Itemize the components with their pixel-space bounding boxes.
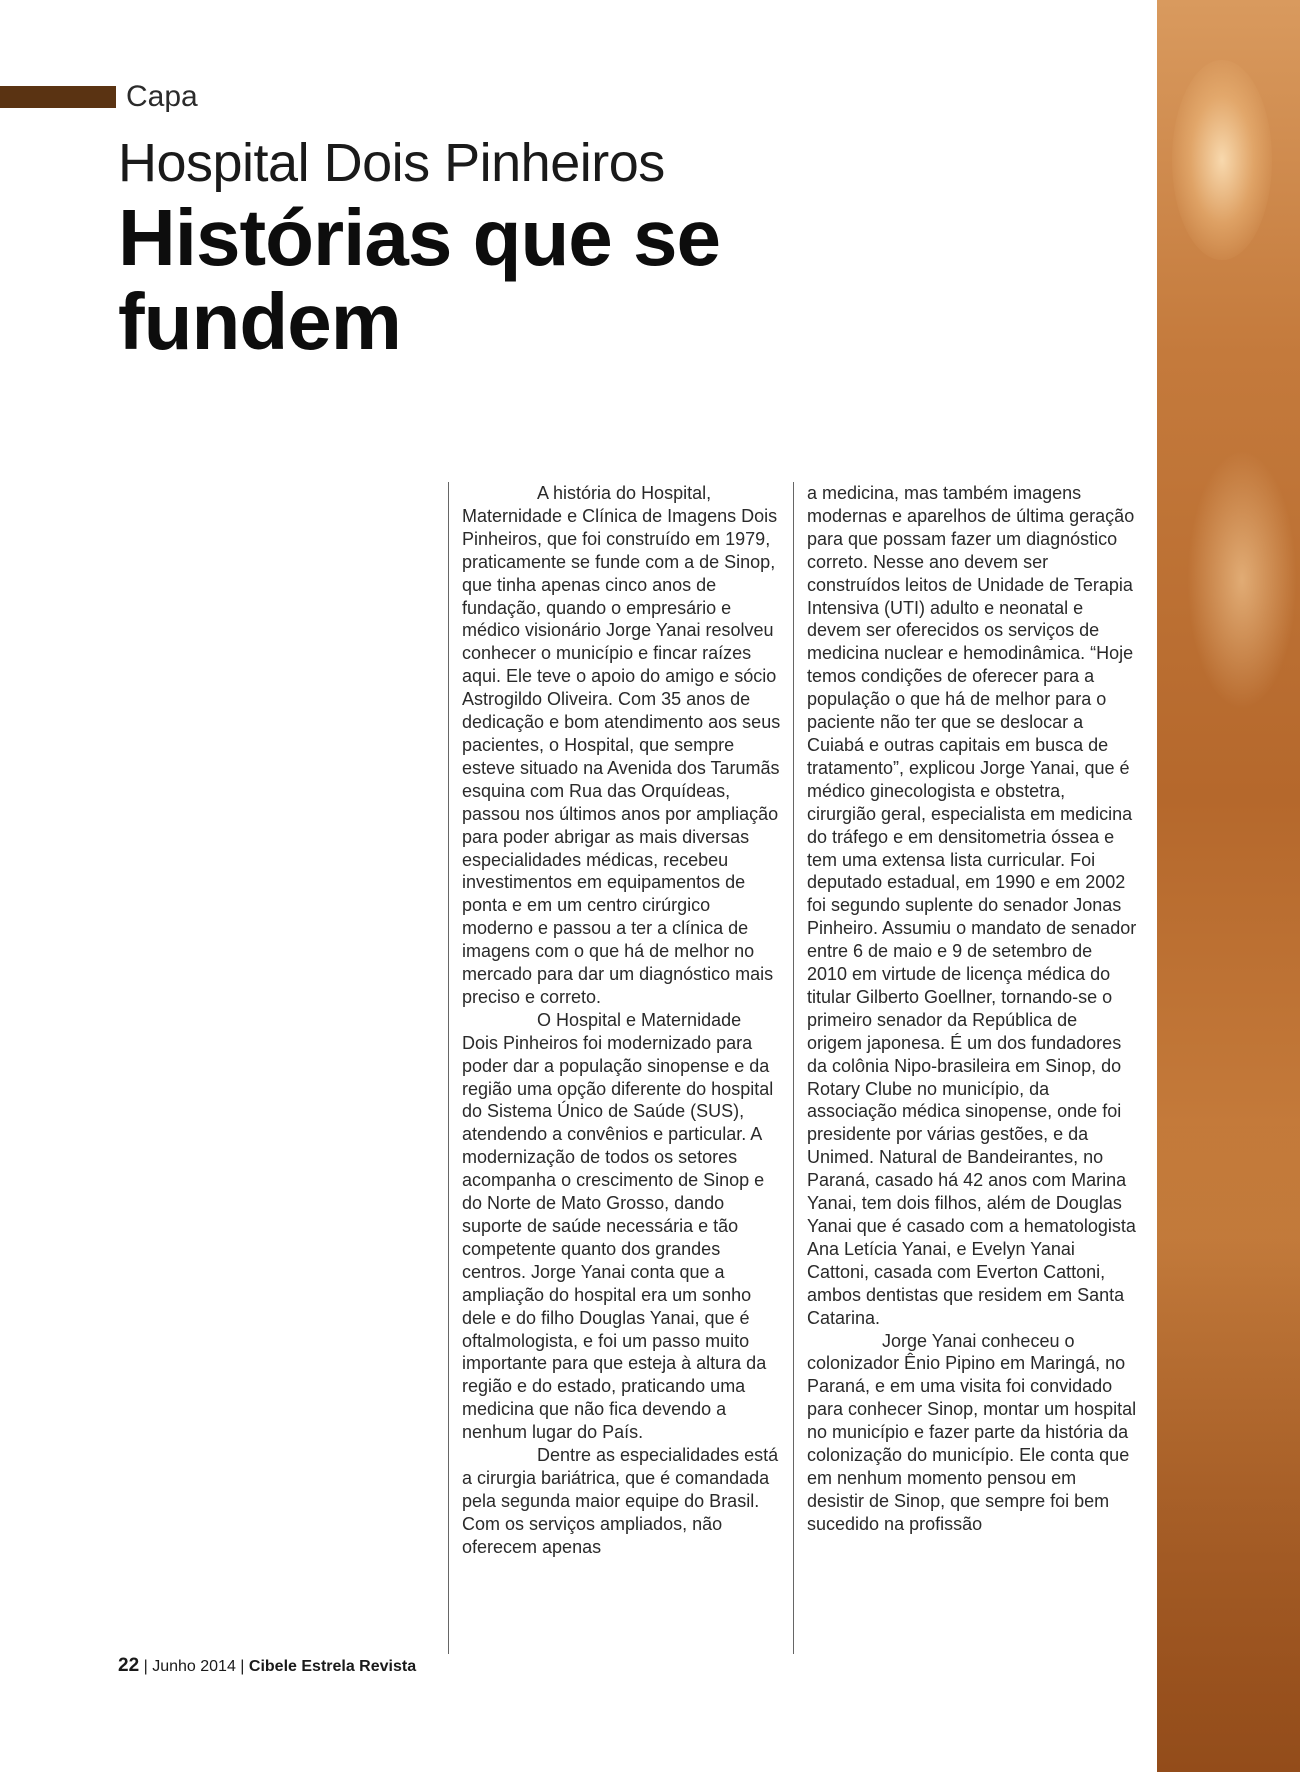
page-footer: [118, 1655, 416, 1677]
footer-separator: |: [240, 1658, 245, 1675]
photo-floor-shade: [1157, 1120, 1300, 1772]
publication-name: Cibele Estrela Revista: [248, 1658, 417, 1675]
light-glow: [1172, 60, 1272, 260]
section-label: Capa: [126, 80, 198, 113]
paragraph: A história do Hospital, Maternidade e Clínica de Imagens Dois Pinheiros, que foi construído em 1979, praticamente se funde com a de Sinop, que tinha apenas cinco anos de fundação, quando o empresário e médico visionário Jorge Yanai resolveu conhecer o município e fincar raízes aqui. Ele teve o apoio do amigo e sócio Astrogildo Oliveira. Com 35 anos de dedicação e bom atendimento aos seus pacientes, o Hospital, que sempre esteve situado na Avenida dos Tarumãs esquina com Rua das Orquídeas, passou nos últimos anos por ampliação para poder abrigar as mais diversas especialidades médicas, recebeu investimentos em equipamentos de ponta e em um centro cirúrgico moderno e passou a ter a clínica de imagens com o que há de melhor no mercado para dar um diagnóstico mais preciso e correto.: [462, 483, 781, 1007]
issue-date: Junho 2014: [152, 1658, 236, 1675]
article-headline: Histórias que se fundem: [118, 193, 721, 366]
article-column-right: [793, 482, 1137, 1654]
section-marker-bar: [0, 86, 116, 108]
paragraph: Dentre as especialidades está a cirurgia bariátrica, que é comandada pela segunda maior equipe do Brasil. Com os serviços ampliados, não oferecem apenas: [462, 1445, 779, 1557]
paragraph: a medicina, mas também imagens modernas e aparelhos de última geração para que possam fazer um diagnóstico correto. Nesse ano devem ser construídos leitos de Unidade de Terapia Intensiva (UTI) adulto e neonatal e devem ser oferecidos os serviços de medicina nuclear e hemodinâmica. “Hoje temos condições de oferecer para a população o que há de melhor para o paciente não ter que se deslocar a Cuiabá e outras capitais em busca de tratamento”, explicou Jorge Yanai, que é médico ginecologista e obstetra, cirurgião geral, especialista em medicina do tráfego e em densitometria óssea e tem uma extensa lista curricular. Foi deputado estadual, em 1990 e em 2002 foi segundo suplente do senador Jonas Pinheiro. Assumiu o mandato de senador entre 6 de maio e 9 de setembro de 2010 em virtude de licença médica do titular Gilberto Goellner, tornando-se o primeiro senador da República de origem japonesa. É um dos fundadores da colônia Nipo-brasileira em Sinop, do Rotary Clube no município, da associação médica sinopense, onde foi presidente por várias gestões, e da Unimed. Natural de Bandeirantes, no Paraná, casado há 42 anos com Marina Yanai, tem dois filhos, além de Douglas Yanai que é casado com a hematologista Ana Letícia Yanai, e Evelyn Yanai Cattoni, casada com Everton Cattoni, ambos dentistas que residem em Santa Catarina.: [807, 483, 1137, 1328]
paragraph: Jorge Yanai conheceu o colonizador Ênio Pipino em Maringá, no Paraná, e em uma visita foi convidado para conhecer Sinop, montar um hospital no município e fazer parte da história da colonização do município. Ele conta que em nenhum momento pensou em desistir de Sinop, que sempre foi bem sucedido na profissão: [807, 1330, 1137, 1534]
footer-separator: |: [143, 1658, 148, 1675]
paragraph: O Hospital e Maternidade Dois Pinheiros foi modernizado para poder dar a população sinopense e da região uma opção diferente do hospital do Sistema Único de Saúde (SUS), atendendo a convênios e particular. A modernização de todos os setores acompanha o crescimento de Sinop e do Norte de Mato Grosso, dando suporte de saúde necessária e tão competente quanto dos grandes centros. Jorge Yanai conta que a ampliação do hospital era um sonho dele e do filho Douglas Yanai, que é oftalmologista, e foi um passo muito importante para que esteja à altura da região e do estado, praticando uma medicina que não fica devendo a nenhum lugar do País.: [462, 1009, 774, 1443]
article-column-left: [448, 482, 782, 1654]
light-glow: [1187, 450, 1297, 710]
cover-photo-strip: [1157, 0, 1300, 1772]
page-number: 22: [118, 1655, 140, 1676]
article-kicker: Hospital Dois Pinheiros: [118, 133, 665, 193]
